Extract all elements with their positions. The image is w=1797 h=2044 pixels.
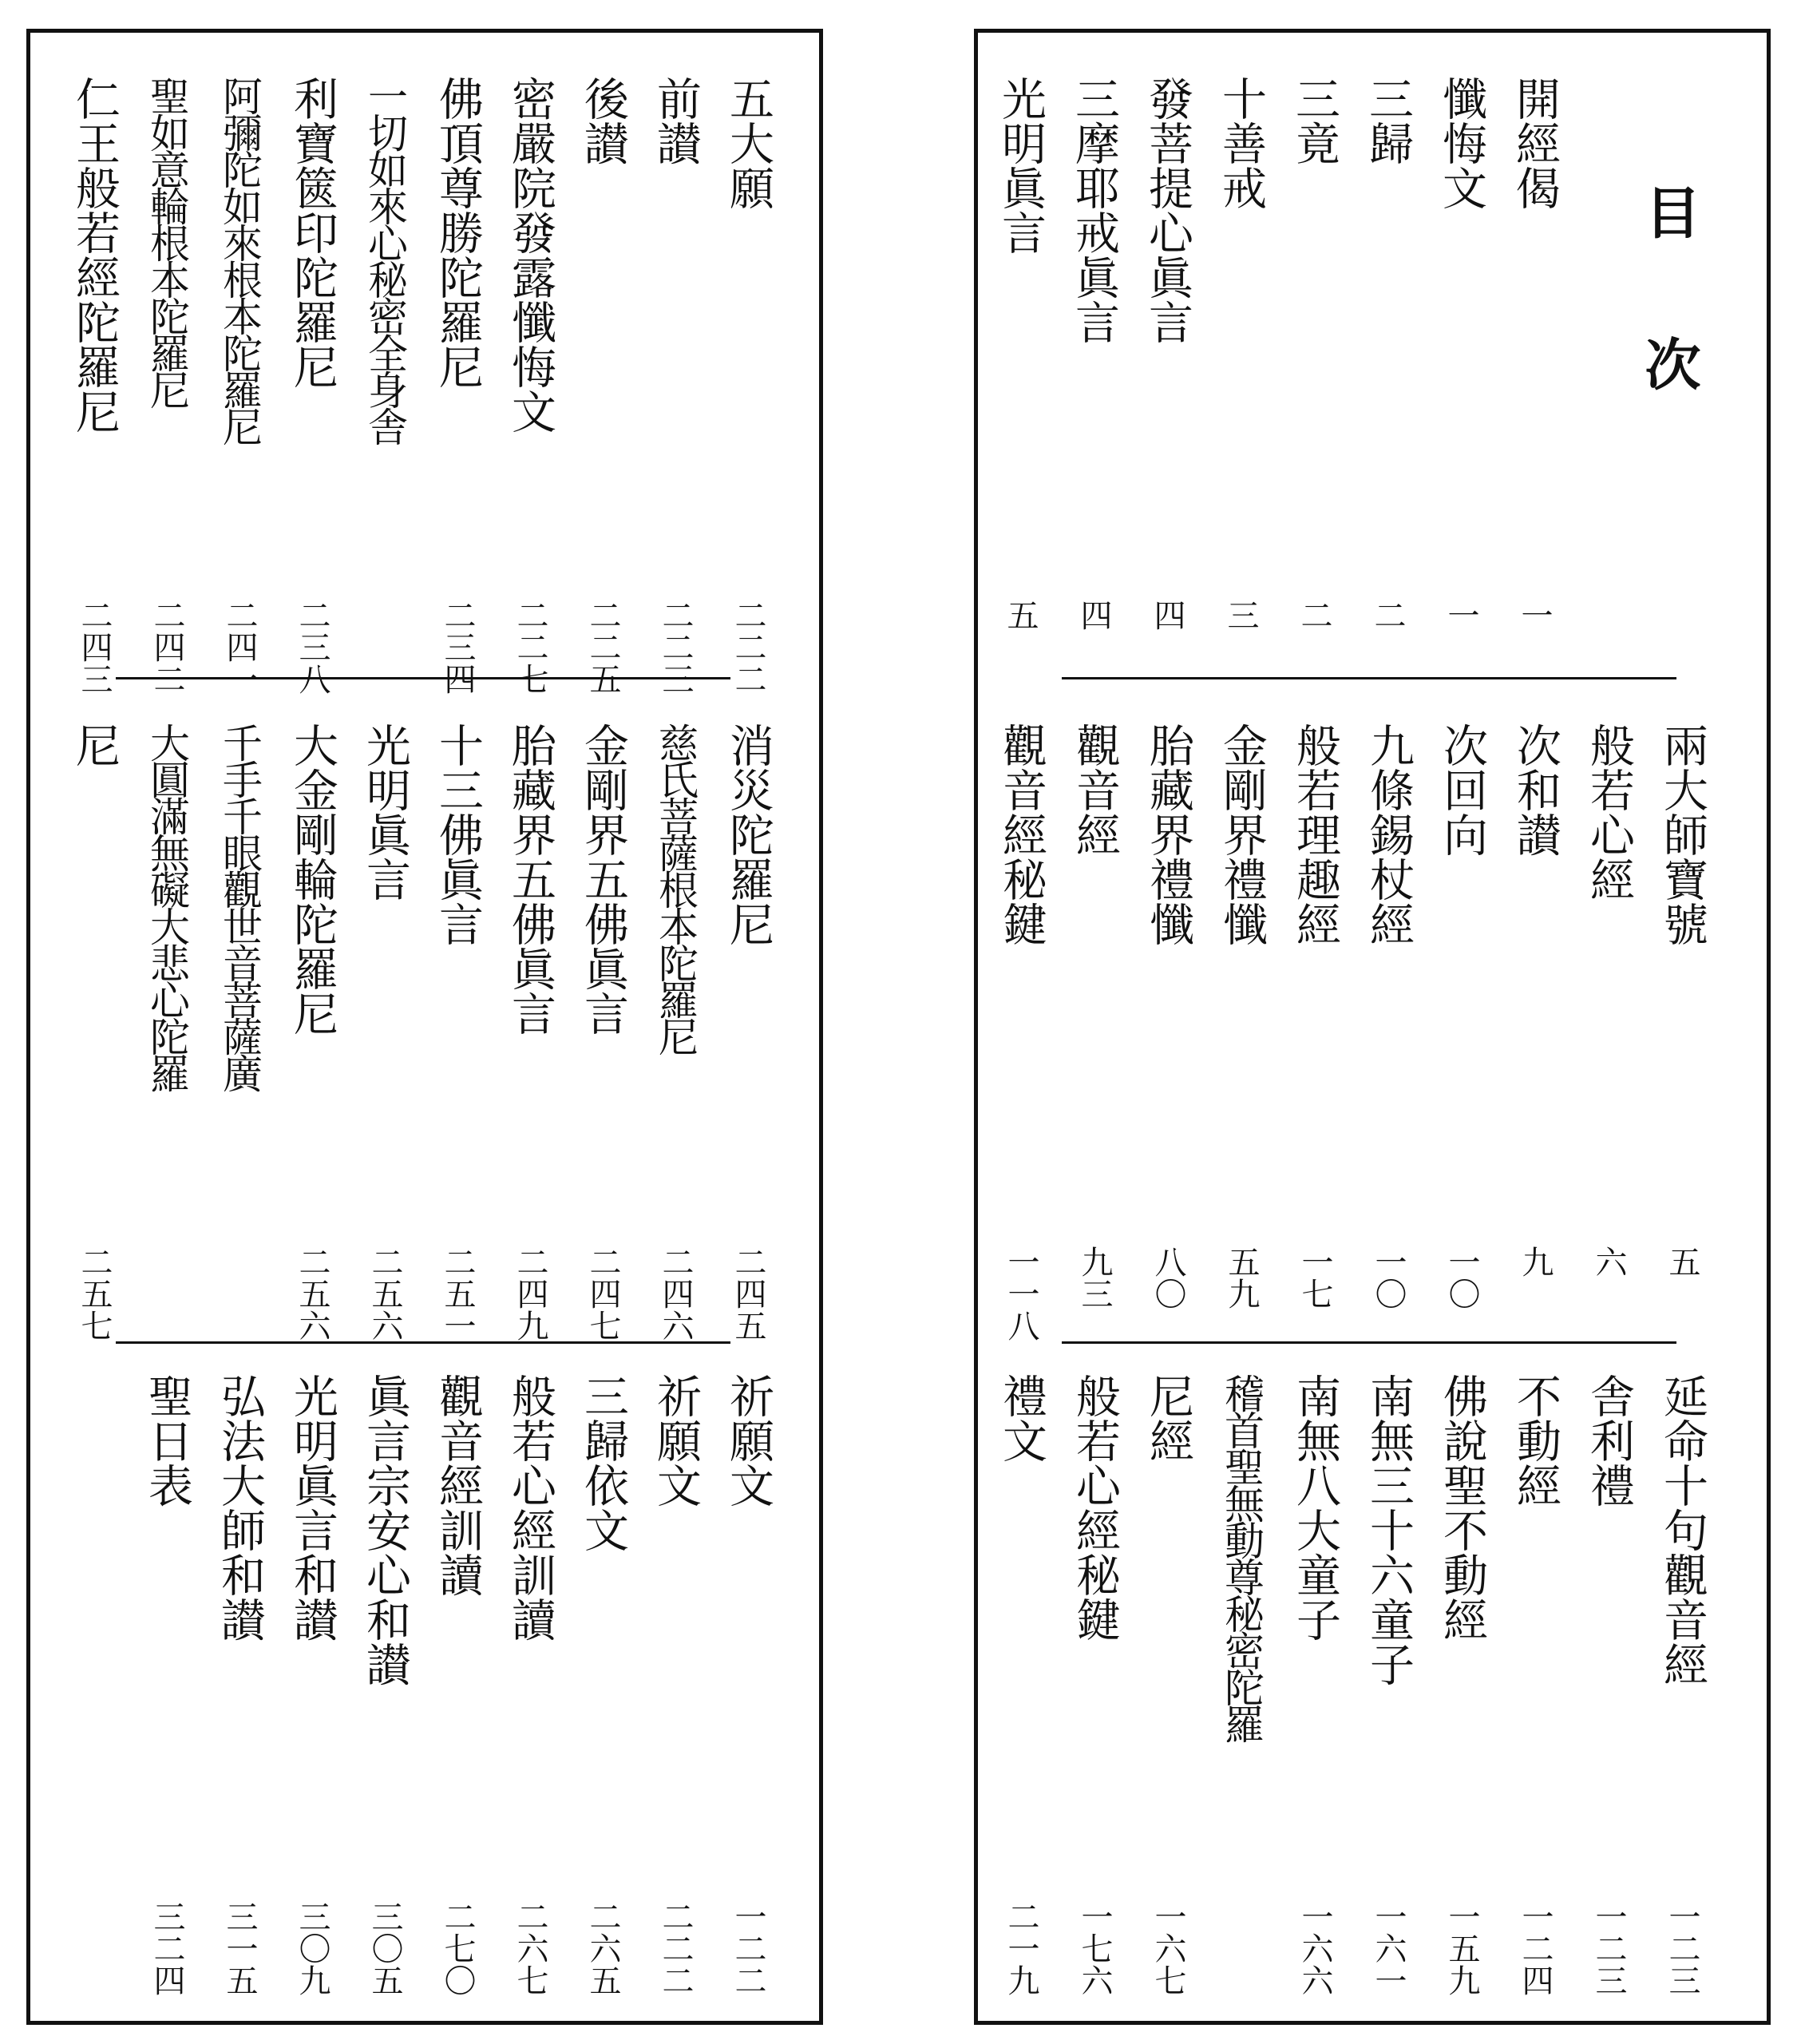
toc-entry[interactable] <box>995 723 1047 1341</box>
toc-entry-page-number: 二四三 <box>76 599 113 695</box>
toc-entry-page-number: 二四九 <box>512 1246 548 1341</box>
toc-entry[interactable] <box>69 76 121 695</box>
toc-entry-page-number: 一 <box>1516 599 1553 631</box>
toc-entry-title: 佛說聖不動經 <box>1436 1373 1488 1642</box>
toc-entry-page-number: 二三四 <box>439 599 476 695</box>
toc-entry[interactable] <box>1142 76 1193 687</box>
toc-entry-page-number: 一七 <box>1296 1246 1333 1309</box>
toc-entry[interactable] <box>1142 1373 1194 1996</box>
toc-entry-title: 十三佛眞言 <box>432 723 484 946</box>
toc-entry-page-number: 一七六 <box>1076 1900 1113 1996</box>
toc-entry[interactable] <box>505 1373 556 1996</box>
toc-entry[interactable] <box>1068 76 1119 687</box>
toc-entry-title: 禮文 <box>995 1373 1047 1463</box>
toc-entry[interactable] <box>1436 723 1487 1333</box>
toc-entry[interactable] <box>722 76 774 695</box>
toc-entry-page-number: 二六七 <box>512 1900 548 1996</box>
toc-entry[interactable] <box>995 76 1046 687</box>
toc-entry-title: 南無三十六童子 <box>1363 1373 1415 1686</box>
toc-entry-title: 尼 <box>69 723 121 767</box>
toc-entry-title: 前讃 <box>650 76 702 165</box>
toc-entry-page-number: 二四五 <box>730 1246 766 1341</box>
toc-entry-title: 般若心經秘鍵 <box>1069 1373 1121 1642</box>
toc-entry-title: 發菩提心眞言 <box>1142 76 1193 344</box>
toc-entry[interactable] <box>1142 723 1193 1333</box>
toc-entry-title: 般若心經 <box>1583 723 1635 901</box>
toc-entry[interactable] <box>359 723 411 1341</box>
toc-entry-title: 南無八大童子 <box>1289 1373 1341 1642</box>
toc-entry-title: 光明眞言和讃 <box>287 1373 338 1642</box>
toc-entry-page-number: 二 <box>1369 599 1406 631</box>
toc-entry-page-number: 一 <box>1443 599 1479 631</box>
toc-entry-title: 兩大師寶號 <box>1656 723 1708 946</box>
toc-entry-page-number: 三 <box>1222 599 1259 631</box>
toc-entry[interactable] <box>432 723 484 1341</box>
toc-entry[interactable] <box>141 1373 193 1996</box>
toc-entry-title: 光明眞言 <box>995 76 1047 255</box>
toc-entry-page-number: 二二三 <box>657 599 694 695</box>
toc-entry-title: 觀音經訓讀 <box>432 1373 484 1597</box>
toc-entry-title: 般若理趣經 <box>1289 723 1341 946</box>
toc-entry-title: 十善戒 <box>1215 76 1267 210</box>
toc-entry-page-number: 一二三 <box>1590 1900 1627 1996</box>
toc-entry-page-number: 一五九 <box>1443 1900 1480 1996</box>
toc-heading: 目次 <box>1636 184 1701 487</box>
toc-entry[interactable] <box>650 1373 702 1996</box>
toc-entry-title: 胎藏界五佛眞言 <box>505 723 556 1036</box>
toc-entry-page-number: 一六六 <box>1296 1900 1333 1996</box>
toc-entry-page-number: 二六五 <box>584 1900 621 1996</box>
toc-entry-page-number: 二一九 <box>1003 1900 1039 1996</box>
toc-entry-title: 三摩耶戒眞言 <box>1068 76 1120 344</box>
toc-entry-title: 不動經 <box>1510 1373 1561 1507</box>
toc-entry-page-number: 二三八 <box>294 599 331 695</box>
toc-entry-page-number: 二二二 <box>657 1900 694 1996</box>
toc-entry-page-number: 五九 <box>1223 1246 1260 1309</box>
toc-entry[interactable] <box>359 76 410 687</box>
toc-entry-title: 次和讃 <box>1510 723 1561 857</box>
toc-entry-title: 眞言宗安心和讃 <box>359 1373 411 1686</box>
toc-entry-title: 舎利禮 <box>1583 1373 1635 1507</box>
toc-entry[interactable] <box>1656 723 1708 1333</box>
toc-entry[interactable] <box>141 723 192 1333</box>
toc-entry[interactable] <box>577 723 629 1341</box>
toc-entry-page-number: 二五一 <box>439 1246 476 1341</box>
toc-entry[interactable] <box>505 76 556 695</box>
toc-entry[interactable] <box>1216 1373 1267 1988</box>
toc-entry-title: 開經偈 <box>1509 76 1561 210</box>
toc-entry-title: 金剛界禮懺 <box>1216 723 1268 946</box>
toc-entry-title: 聖日表 <box>141 1373 193 1507</box>
toc-entry-title: 大金剛輪陀羅尼 <box>287 723 338 1036</box>
toc-entry[interactable] <box>1289 1373 1341 1996</box>
toc-entry-title: 弘法大師和讃 <box>214 1373 266 1642</box>
toc-entry-title: 九條錫杖經 <box>1363 723 1415 946</box>
toc-entry-title: 觀音經 <box>1069 723 1121 857</box>
toc-entry[interactable] <box>722 723 774 1341</box>
toc-entry[interactable] <box>287 723 338 1341</box>
toc-entry-page-number: 一二三 <box>1664 1900 1700 1996</box>
section-divider <box>116 1341 730 1344</box>
toc-entry[interactable] <box>1583 1373 1635 1996</box>
toc-entry-title: 光明眞言 <box>359 723 411 901</box>
toc-entry[interactable] <box>505 723 556 1341</box>
toc-entry[interactable] <box>650 76 702 695</box>
toc-entry-page-number: 四 <box>1149 599 1185 631</box>
toc-entry[interactable] <box>1509 76 1560 687</box>
toc-entry[interactable] <box>214 1373 266 1996</box>
toc-entry[interactable] <box>1216 723 1267 1333</box>
toc-entry-page-number: 二二五 <box>584 599 621 695</box>
toc-entry-page-number: 二四二 <box>148 599 185 695</box>
toc-entry-page-number: 二 <box>1296 599 1332 631</box>
toc-entry-page-number: 一二四 <box>1517 1900 1554 1996</box>
toc-entry-title: 稽首聖無動尊秘密陀羅 <box>1218 1373 1265 1741</box>
toc-entry-page-number: 二七〇 <box>439 1900 476 1996</box>
toc-entry-page-number: 九三 <box>1076 1246 1113 1309</box>
toc-entry-page-number: 一六一 <box>1370 1900 1407 1996</box>
toc-entry-page-number: 二四一 <box>221 599 258 695</box>
toc-entry[interactable] <box>1289 723 1340 1333</box>
toc-entry-page-number: 二四六 <box>657 1246 694 1341</box>
toc-entry-page-number: 二五七 <box>76 1246 113 1341</box>
toc-entry-page-number: 五 <box>1002 599 1039 631</box>
toc-entry[interactable] <box>141 76 192 695</box>
toc-entry-title: 觀音經秘鍵 <box>995 723 1047 946</box>
toc-entry-title: 慈氏菩薩根本陀羅尼 <box>652 723 699 1053</box>
toc-entry[interactable] <box>432 1373 484 1996</box>
toc-entry[interactable] <box>214 723 265 1333</box>
toc-entry[interactable] <box>995 1373 1047 1996</box>
toc-entry[interactable] <box>722 1373 774 1996</box>
toc-entry[interactable] <box>1069 723 1120 1333</box>
toc-entry-page-number: 一二二 <box>730 1900 766 1996</box>
toc-entry[interactable] <box>650 723 701 1341</box>
toc-entry-title: 胎藏界禮懺 <box>1142 723 1194 946</box>
toc-entry[interactable] <box>69 723 121 1341</box>
toc-entry[interactable] <box>1363 723 1414 1333</box>
toc-entry-page-number: 一一八 <box>1003 1246 1039 1341</box>
toc-entry-title: 利寶篋印陀羅尼 <box>287 76 338 389</box>
toc-entry[interactable] <box>1436 1373 1488 1996</box>
toc-entry-page-number: 二五六 <box>294 1246 331 1341</box>
toc-entry-page-number: 四 <box>1075 599 1112 631</box>
toc-entry-page-number: 二四七 <box>584 1246 621 1341</box>
section-divider <box>1062 1341 1676 1344</box>
toc-entry-title: 阿彌陀如來根本陀羅尼 <box>216 76 263 443</box>
toc-entry[interactable] <box>1510 723 1561 1333</box>
toc-entry-title: 三竟 <box>1288 76 1340 165</box>
toc-entry[interactable] <box>1362 76 1413 687</box>
toc-entry[interactable] <box>1288 76 1340 687</box>
toc-entry[interactable] <box>287 1373 338 1996</box>
toc-entry[interactable] <box>1363 1373 1415 1996</box>
toc-entry-page-number: 六 <box>1590 1246 1627 1278</box>
toc-entry-page-number: 二二二 <box>730 599 766 695</box>
toc-entry-page-number: 三二四 <box>148 1900 185 1996</box>
toc-entry-title: 尼經 <box>1142 1373 1194 1463</box>
toc-entry-title: 仁王般若經陀羅尼 <box>69 76 121 434</box>
toc-entry-title: 一切如來心秘密全身舎 <box>362 76 408 443</box>
toc-entry[interactable] <box>214 76 265 695</box>
toc-entry[interactable] <box>1069 1373 1121 1996</box>
toc-entry-page-number: 三〇九 <box>294 1900 331 1996</box>
toc-entry-page-number: 八〇 <box>1150 1246 1186 1309</box>
toc-entry[interactable] <box>1435 76 1486 687</box>
toc-entry-title: 佛頂尊勝陀羅尼 <box>432 76 484 389</box>
toc-entry[interactable] <box>1215 76 1266 687</box>
toc-entry-title: 祈願文 <box>722 1373 774 1507</box>
toc-entry-page-number: 二二七 <box>512 599 548 695</box>
toc-entry-title: 延命十句觀音經 <box>1656 1373 1708 1686</box>
toc-entry[interactable] <box>1656 1373 1708 1996</box>
toc-entry-title: 聖如意輪根本陀羅尼 <box>144 76 190 406</box>
toc-entry-page-number: 一〇 <box>1443 1246 1480 1309</box>
toc-entry[interactable] <box>1510 1373 1561 1996</box>
toc-entry[interactable] <box>287 76 338 695</box>
toc-entry-title: 消災陀羅尼 <box>722 723 774 946</box>
toc-entry[interactable] <box>359 1373 411 1996</box>
toc-entry-page-number: 一六七 <box>1150 1900 1186 1996</box>
toc-entry-page-number: 五 <box>1664 1246 1700 1278</box>
toc-entry-title: 金剛界五佛眞言 <box>577 723 629 1036</box>
section-divider <box>116 677 730 679</box>
toc-entry-title: 千手千眼觀世音菩薩廣 <box>216 723 263 1090</box>
toc-entry-title: 次回向 <box>1436 723 1488 857</box>
toc-entry-page-number: 三〇五 <box>366 1900 403 1996</box>
toc-entry[interactable] <box>432 76 484 695</box>
toc-entry-title: 三歸 <box>1362 76 1414 165</box>
toc-entry-page-number: 三一五 <box>221 1900 258 1996</box>
toc-entry-title: 後讃 <box>577 76 629 165</box>
toc-entry[interactable] <box>1583 723 1634 1333</box>
toc-entry-title: 五大願 <box>722 76 774 210</box>
toc-entry-title: 密嚴院發露懺悔文 <box>505 76 556 434</box>
toc-entry-title: 祈願文 <box>650 1373 702 1507</box>
toc-entry-title: 般若心經訓讀 <box>505 1373 556 1642</box>
toc-entry-page-number: 二五六 <box>366 1246 403 1341</box>
toc-entry-page-number: 九 <box>1517 1246 1554 1278</box>
toc-entry[interactable] <box>577 76 629 695</box>
toc-entry-page-number: 一〇 <box>1370 1246 1407 1309</box>
toc-entry-title: 三歸依文 <box>577 1373 629 1552</box>
toc-entry[interactable] <box>577 1373 629 1996</box>
toc-entry-title: 大圓滿無礙大悲心陀羅 <box>144 723 190 1090</box>
toc-entry-title: 懺悔文 <box>1435 76 1487 210</box>
